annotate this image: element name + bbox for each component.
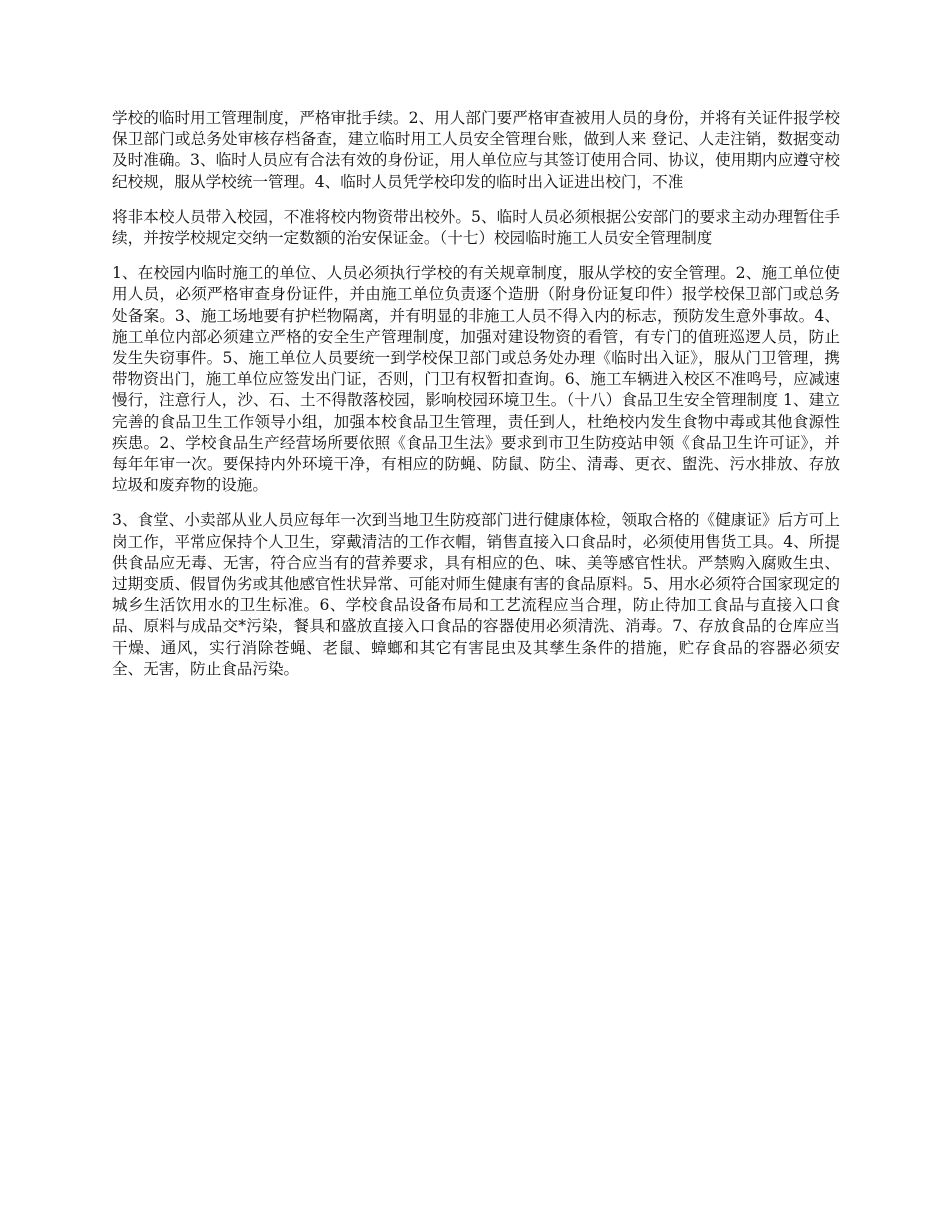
paragraph-3: 1、在校园内临时施工的单位、人员必须执行学校的有关规章制度，服从学校的安全管理。2、施工单位使用人员，必须严格审查身份证件，并由施工单位负责逐个造册（附身份证复印件）报学校保卫部门或总务处备案。3、施工场地要有护栏物隔离，并有明显的非施工人员不得入内的标志，预防发生意外事故。4、施工单位内部必须建立严格的安全生产管理制度，加强对建设物资的看管，有专门的值班巡逻人员，防止发生失窃事件。5、施工单位人员要统一到学校保卫部门或总务处办理《临时出入证》，服从门卫管理，携带物资出门，施工单位应签发出门证，否则，门卫有权暂扣查询。6、施工车辆进入校区不准鸣号，应减速慢行，注意行人，沙、石、土不得散落校园，影响校园环境卫生。（十八）食品卫生安全管理制度 1、建立完善的食品卫生工作领导小组，加强本校食品卫生管理，责任到人，杜绝校内发生食物中毒或其他食源性疾患。2、学校食品生产经营场所要依照《食品卫生法》要求到市卫生防疫站申领《食品卫生许可证》，并每年年审一次。要保持内外环境干净，有相应的防蝇、防鼠、防尘、清毒、更衣、盥洗、污水排放、存放垃圾和废弃物的设施。 xyxy=(112,264,841,495)
paragraph-1: 学校的临时用工管理制度，严格审批手续。2、用人部门要严格审查被用人员的身份，并将有关证件报学校保卫部门或总务处审核存档备查，建立临时用工人员安全管理台账，做到人来 登记、人走注销，数据变动及时准确。3、临时人员应有合法有效的身份证，用人单位应与其签订使用合同、协议，使用期内应遵守校纪校规，服从学校统一管理。4、临时人员凭学校印发的临时出入证进出校门，不准 xyxy=(112,109,841,191)
paragraph-4: 3、食堂、小卖部从业人员应每年一次到当地卫生防疫部门进行健康体检，领取合格的《健康证》后方可上岗工作，平常应保持个人卫生，穿戴清洁的工作衣帽，销售直接入口食品时，必须使用售货工具。4、所提供食品应无毒、无害，符合应当有的营养要求，具有相应的色、味、美等感官性状。严禁购入腐败生虫、过期变质、假冒伪劣或其他感官性状异常、可能对师生健康有害的食品原料。5、用水必须符合国家现定的城乡生活饮用水的卫生标准。6、学校食品设备布局和工艺流程应当合理，防止待加工食品与直接入口食品、原料与成品交*污染，餐具和盛放直接入口食品的容器使用必须清洗、消毒。7、存放食品的仓库应当干燥、通风，实行消除苍蝇、老鼠、蟑螂和其它有害昆虫及其孳生条件的措施，贮存食品的容器必须安全、无害，防止食品污染。 xyxy=(112,511,841,678)
paragraph-2: 将非本校人员带入校园，不准将校内物资带出校外。5、临时人员必须根据公安部门的要求主动办理暂住手续，并按学校规定交纳一定数额的治安保证金。（十七）校园临时施工人员安全管理制度 xyxy=(112,207,840,248)
document-page xyxy=(112,108,840,694)
